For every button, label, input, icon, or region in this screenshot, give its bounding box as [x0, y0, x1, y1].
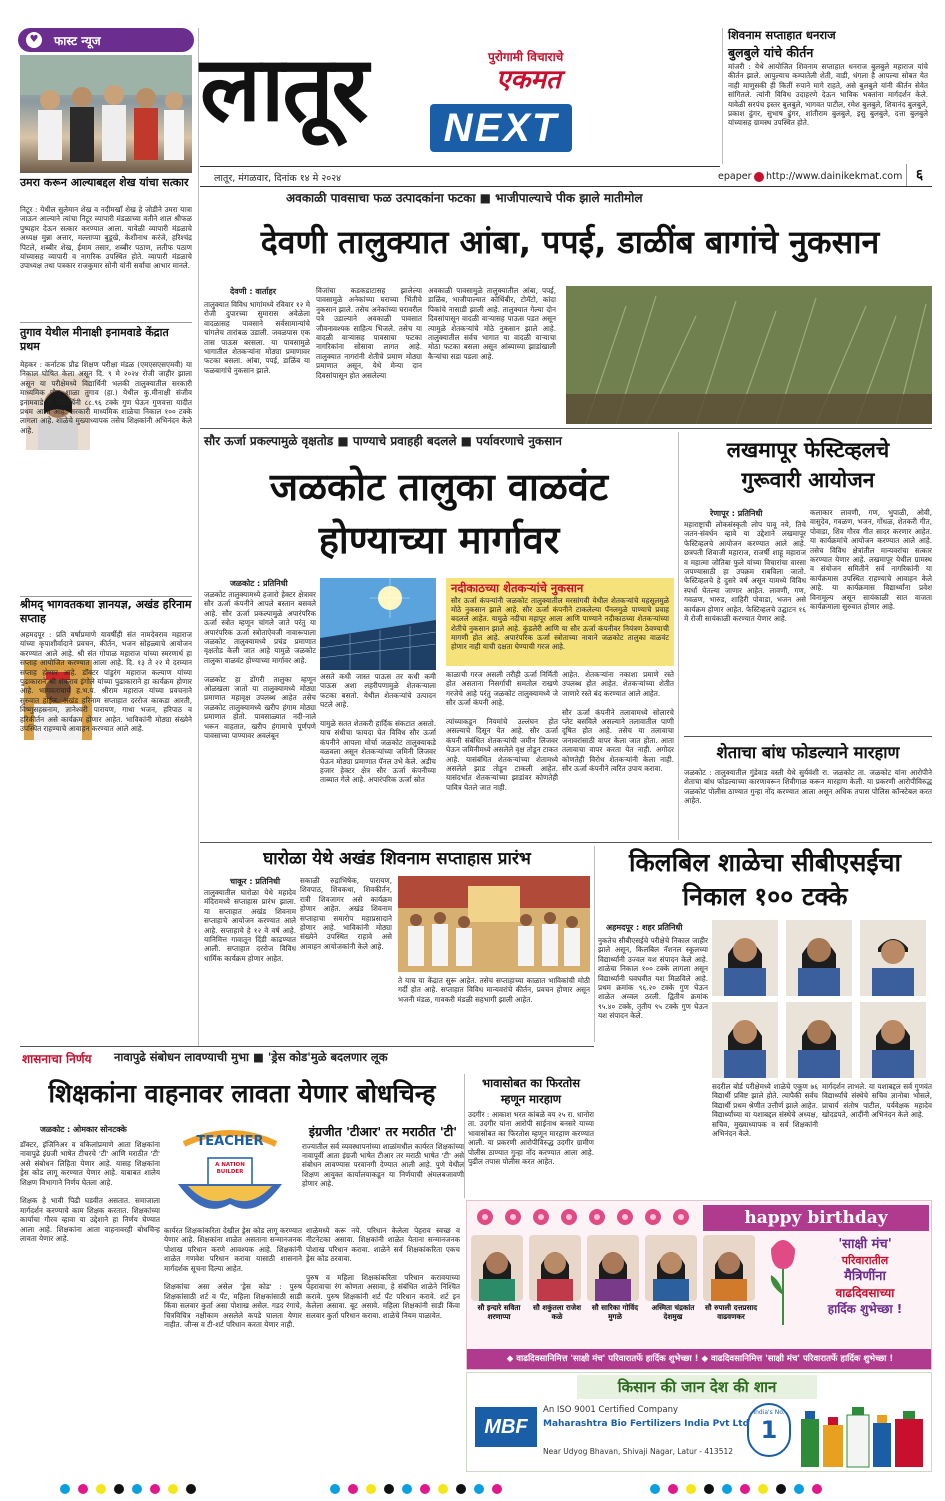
registration-dots-mid: [330, 1484, 590, 1496]
student-photo-2: [786, 920, 852, 996]
badge-number: 1: [760, 1416, 778, 1444]
jalkot-byline: जळकोट : प्रतिनिधी: [230, 579, 288, 588]
badge-top: India's No.: [753, 1409, 785, 1416]
teacher-kicker: नावापुढे संबोधन लावण्याची मुभा ■ 'ड्रेस कोड'मुळे बदलणार लूक: [114, 1050, 388, 1064]
teacher-col1: डॉक्टर, इंजिनिअर व वकिलांप्रमाणे आता शिक्षकांना नावापुढे इंग्रजी भाषेत टीचरचे 'टी' आणि मराठीत 'टी' असे संबोधन लिहिता येणार आहे. यासह शिक्षकांना ड्रेस कोड लागू करण्यात येणार आहे. याबाबत शालेय शिक्षण विभागाने निर्णय घेतला आहे. शिक्षक हे भावी पिढी घडवीत असतात. समाजाला मार्गदर्शन करण्याचे काम शिक्षक करतात. शिक्षकांच्या कार्याचा गौरव व्हावा या उद्देशाने हा निर्णय घेण्यात आला आहे. शिक्षकांना आता वाहनावरही बोधचिन्ह लावता येणार आहे.: [20, 1140, 160, 1244]
devani-col2: विजांचा कडकडाटासह झालेल्या पावसामुळे अनेकांच्या घराच्या भिंतीचे नुकसान झाले. तसेच अनेकांच्या घरावरील पत्रे उडाल्याने अवकाळी पावसात जीवनावश्यक साहित्य भिजले. तसेच या वादळी वाऱ्यासह पावसाचा फटका नागरिकांना सोसावा लागत आहे. तालुक्यात नागरांनी शेतीचे प्रमाण मोठ्या प्रमाणात असून, येथे मेन्या दान दिवसांपासून होत असलेल्या: [316, 286, 422, 380]
lakhamapur-headline-1: लखमापूर फेस्टिव्हलचे: [726, 438, 890, 462]
solar-panel-photo: [320, 578, 436, 670]
nadi-box-body: सौर ऊर्जा कंपन्यांनी जळकोट तालुक्यातील मरसांगवी येथील शेतकऱ्यांचे महसूलमुळे मोठे नुकसान झाले आहे. सौर ऊर्जा कंपनीने टाकलेल्या पॅनलमुळे पाण्याचे प्रवाह बदलले आहेत. यामुळे नदीचा महापूर आला आणि पाण्याने नदीकाठच्या शेतकऱ्यांच्या शेतीचे नुकसान झाले आहे. कुंडलेरी आणि या सौर ऊर्जा कंपनीवर नियंत्रण ठेवण्याची मागणी होत आहे. अपारंपरिक ऊर्जा स्त्रोताच्या नावाने जळकोट तालुका वाळवंट होणार नाही याची दक्षता घेण्याची गरज आहे.: [451, 596, 669, 652]
gharola-byline: चाकूर : प्रतिनिधी: [230, 877, 281, 886]
page-number: ६: [906, 164, 932, 186]
jalkot-col4: आहेत. शेतकऱ्यांना नकाशा प्रमाणे रस्ते उपलब्ध होत आहेत. शेतकऱ्यांच्या शेतीत जाणारे रस्ते बंद करण्यात आले आहेत. सौर ऊर्जा कंपनीने तलावामध्ये सोलारचे प्लेट बसविले असल्याने तलावातील पाणी दूषित होत आहे. तसेच या तलावाचा जनावरांसाठी वापर केला जात होता. आता तलावाचा वापर करता येत नाही. अगोदर कोणतेही विरोध शेतकऱ्यांनी केला नाही. सौर ऊर्जा कंपनीने त्वरित उपाय करावा.: [562, 670, 674, 774]
devani-kicker: अवकाळी पावसाचा फळ उत्पादकांना फटका ■ भाजीपाल्याचे पीक झाले मातीमोल: [286, 191, 643, 205]
brand-tag: पुरोगामी विचाराचे: [488, 50, 564, 64]
shetacha-body: जळकोट : तालुक्यातील गुंडेवाड वस्ती येथे सुर्यवंशी रा. जळकोट ता. जळकोट यांना आरोपीने शेताचा बांध फोडल्याच्या कारणावरून शिवीगाळ करून मारहाण केली. या प्रकरणी आरोपीविरुद्ध जळकोट पोलीस ठाण्यात गुन्हा नोंद करण्यात आला असून अधिक तपास पोलिस कॉन्स्टेबल करत आहेत.: [684, 768, 932, 806]
flower-row: [473, 1205, 701, 1229]
website-link[interactable]: http://www.dainikekmat.com: [766, 171, 903, 182]
person-name: अस्मिता चंद्रकांत देशमुख: [651, 1303, 695, 1321]
tr-box-title: इंग्रजीत 'टीआर' तर मराठीत 'टी': [308, 1124, 458, 1139]
student-photo-3: [860, 920, 926, 996]
brand-logo: एकमत: [496, 65, 561, 95]
fast-news-item2-body: मेहकर : कर्नाटक प्रौढ शिक्षण परीक्षा मंडळ (एमएसएसएमवी) या निकाल घोषित केला असून दि. ९ मे २०२४ रोजी जाहीर झाला असून या परीक्षेमध्ये विद्यार्थिनी भलकी तालुक्यातील सरकारी माध्यमिक प्रौढ शाळा तुगाव (हा.) येथील कु.मीनाक्षी संजीव इनामवाडे ही विद्यार्थिनी ८८.९६ टक्के गुण घेऊन गुणवत्ता यादीत प्रथम आली आहे. सरकारी माध्यमिक शाळेचा निकाल १०० टक्के लागला आहे. शाळेचे मुख्याध्यापक तसेच शिक्षकांनी अभिनंदन केले आहे.: [20, 360, 192, 435]
saptah-photo: [398, 876, 590, 972]
kilbil-col2: सदरील बोर्ड परीक्षेमध्ये शाळेचे एकूण ७६ विद्यार्थी प्रविष्ट झाले होते. त्यापैकी सर्वच विद्यार्थी प्रथम श्रेणीत उत्तीर्ण झाले आहेत. विद्यार्थ्यांच्या या यशाबद्दल संस्थेचे अध्यक्ष, सचिव, मुख्याध्यापक व सर्व शिक्षकांनी अभिनंदन केले.: [712, 1082, 818, 1139]
wish-line-5: हार्दिक शुभेच्छा !: [827, 1302, 903, 1316]
jalkot-headline-1: जळकोट तालुका वाळवंट: [269, 465, 609, 509]
shetacha-headline: शेताचा बांध फोडल्याने मारहाण: [716, 743, 900, 762]
shivnam-title-1: शिवनाम सप्ताहात धनराज: [728, 28, 836, 42]
birthday-person-5: [703, 1235, 759, 1321]
tr-box: [302, 1124, 464, 1224]
tr-box-body: राज्यातील सर्व व्यवस्थापनांच्या शाळांमधील कार्यरत शिक्षकांच्या नावापूर्वी आता इंग्रजी भाषेत टीआर तर मराठी भाषेत 'टी' असे संबोधन लावण्यास परवानगी देण्यात आली आहे. पुणे येथील शिक्षण आयुक्त कार्यालयाकडून या निर्णयाची अंमलबजावणी होणार आहे.: [302, 1142, 464, 1188]
epaper-label: epaper: [718, 171, 752, 182]
jalkot-headline-2: होण्याच्या मार्गावर: [318, 518, 560, 562]
gharola-col3: ते याच या केंद्रात सुरू आहेत. तसेच सप्ताहाच्या काळात भाविकांची मोठी गर्दी होत आहे. सप्ताहात विविध मान्यवरांचे कीर्तन, प्रवचन होणार असून भजनी मंडळ, गावकरी मंडळी सहभागी झाली आहेत.: [398, 976, 590, 1004]
gharola-col1: तालुक्यातील घारोळा येथे महादेव मंदिरामध्ये सप्ताहास प्रारंभ झाला. या सप्ताहात अखंड शिवनाम सप्ताहाचे आयोजन करण्यात आले आहे. सप्ताहाचे हे १२ वे वर्ष आहे. यानिमित्त गावातून दिंडी काढण्यात आली. सप्ताहात दररोज विविध धार्मिक कार्यक्रम होणार आहेत.: [204, 888, 296, 963]
ad-address: Near Udyog Bhavan, Shivaji Nagar, Latur - 413512: [543, 1447, 734, 1456]
bhavasobat-headline-2: म्हणून मारहाण: [500, 1092, 562, 1106]
teacher-col3: शाळेमध्ये करू नये. परिधान केलेला पेहराव स्वच्छ व नीटनेटका असावा. शिक्षकांनी शाळेत येताना सन्मानजनक पोशाख परिधान करावा. शाळेने सर्व शिक्षकांकरिता एकच ड्रेस कोड ठरवावा. पुरुष व महिला शिक्षकांकरिता परिधान करावयाच्या पेहरावाचा रंग कोणता असावा, हे संबंधित शाळेने निश्चित करावे. पुरुष शिक्षकांनी शर्ट पँट परिधान करावे. शर्ट इन केलेला असावा. बूट असावे. महिला शिक्षकांनी साडी किंवा सलवार कुर्ता परिधान करावा. शाळेचे नियम पाळावेत.: [306, 1226, 460, 1320]
ad-slogan: किसान की जान देश की शान: [577, 1375, 817, 1399]
jalkot-col3: काळाची गरज असली तरीही ऊर्जा निर्मिती होत असताना निसर्गाची समतोल राखणे गरजेचे आहे परंतु जळकोट तालुक्यामध्ये जे सौर ऊर्जा कंपनी आहे. त्यांच्याकडून नियमांचे उल्लंघन होत असल्याचे दिसून येत आहे. सौर ऊर्जा कंपनी संबंधित शेतकऱ्यांची जमीन लिजवर घेऊन जमिनीमध्ये असलेले वृक्ष तोडून टाकत आहे. यासंबंधित शेतकऱ्यांच्या शेतामध्ये असलेले झाड तोडून टाकली आहेत. यासंदर्भात शेतकऱ्यांच्या झाडांवर कोणतेही पावित्र घेतले जात नाही.: [446, 670, 558, 792]
globe-icon: [754, 172, 764, 182]
person-photo: [587, 1235, 639, 1301]
dateline: लातूर, मंगळवार, दिनांक १४ मे २०२४: [214, 173, 342, 184]
kilbil-col3: मार्गदर्शन लाभले. या यशाबद्दल सर्व गुणवंत विद्यार्थ्यांचे संस्थेचे सचिव ज्ञानोबा भोसले, प्राचार्य संतोष पाटील, पर्यवेक्षक महादेव खोदडपते, आदींनी अभिनंदन केले आहे.: [822, 1082, 932, 1120]
shivnam-title-2: बुलबुले यांचे कीर्तन: [728, 45, 814, 60]
birthday-person-1: [471, 1235, 527, 1321]
student-photo-4: [712, 1002, 778, 1078]
devani-col3: अवकाळी पावसामुळे तालुक्यातील आंबा, पपई, डाळिंब, भाजीपाल्यात कोथिंबीर, टोमॅटो, कांदा पिकांचे नासाडी झाली आहे. तालुक्यात गेल्या दोन दिवसांपासून वादळी वाऱ्यासह पाऊस पडत असून त्यामुळे शेतकऱ्यांचे मोठे नुकसान झाले आहे. तालुक्यातील सर्वच भागात या वादळी वाऱ्याचा मोठा फटका बसला असून आंब्याच्या झाडांखाली कैऱ्यांचा सडा पडला आहे.: [428, 286, 556, 361]
lakhamapur-byline: रेणापूर : प्रतिनिधी: [710, 509, 763, 518]
person-name: सौ इन्दारे सविता शरणाप्पा: [477, 1303, 521, 1321]
registration-dots-right: [650, 1484, 910, 1496]
fast-news-item1-body: निटूर : येथील सुलेमान शेख व नदीमखाँ शेख हे जोडीने उमरा यात्रा जाऊन आल्याने त्यांचा निटूर व्यापारी मंडळाच्या वतीने शाल श्रीफळ पुष्पहार देऊन सत्कार करण्यात आला. यावेळी व्यापारी मंडळाचे अध्यक्ष मुन्ना अत्तार, मल्लाप्पा बुडूखे, केशीनाथ करंजे, हरिश्चंद्र पिटले, शब्बीर शेख, ईमाम तसार, शब्बीर पठाण, लतीफ पठाण यांच्यासह व्यापारी व नागरिक उपस्थित होते. व्यापारी मंडळाचे उपाध्यक्ष तथा पत्रकार राजकुमार सोनी यांनी सर्वांचा आभार मानले.: [20, 205, 192, 271]
kilbil-headline-2: निकाल १०० टक्के: [682, 882, 848, 911]
heart-icon: ♥: [26, 32, 42, 48]
product-bottles: [797, 1399, 929, 1469]
lakhamapur-headline-2: गुरूवारी आयोजन: [741, 468, 875, 492]
person-name: सौ शकुंतला राजेश कळे: [533, 1303, 581, 1321]
bhavasobat-body: उदगीर : आकाश भरत कांबळे वय २५ रा. धानोरा ता. उदगीर यांना आरोपी साईनाथ बनसरे याच्या भावासोबत का फिरतोस म्हणून मारहाण करण्यात आली. या प्रकरणी आरोपीविरुद्ध उदगीर ग्रामीण पोलीस ठाण्यात गुन्हा नोंद करण्यात आला आहे. पुढील तपास पोलीस करत आहेत.: [468, 1110, 594, 1167]
kilbil-col1: नुकतेच सीबीएसईचे परीक्षेचे निकाल जाहीर झाले असून, किलबिल नॅशनल स्कूलच्या विद्यार्थ्यांनी उज्वल यश संपादन केले आहे. शाळेचा निकाल १०० टक्के लागला असून विद्यार्थ्यांनी घवघवीत यश मिळविले आहे. प्रथम क्रमांक ९६.२० टक्के गुण घेऊन शाळेत अव्वल ठरली. द्वितीय क्रमांक ९५.४० टक्के, तृतीय ९५ टक्के गुण घेऊन यश संपादन केले.: [598, 936, 708, 1021]
gharola-col2: सकाळी रुद्राभिषेक, पारायण, शिवपाठ, शिवकथा, शिवकीर्तन, रात्री शिवजागर असे कार्यक्रम होणार आहेत. अखंड शिवनाम सप्ताहाचा समारोप महाप्रसादाने होणार आहे. भाविकांनी मोठ्या संख्येने उपस्थित राहावे असे आवाहन आयोजकांनी केले आहे.: [300, 876, 392, 951]
registration-dots-left: [60, 1484, 270, 1496]
mbf-logo: MBF: [475, 1407, 537, 1447]
nadi-box: [446, 578, 674, 666]
bhavasobat-headline-1: भावासोबत का फिरतोस: [482, 1076, 580, 1090]
fast-news-item3-title: श्रीमद् भागवतकथा ज्ञानयज्ञ, अखंड हरिनाम सप्ताह: [20, 598, 192, 625]
fast-news-item1-title: उमरा करून आल्याबद्दल शेख यांचा सत्कार: [20, 176, 189, 189]
devani-byline: देवणी : वार्ताहर: [230, 287, 276, 296]
ad-cert: An ISO 9001 Certified Company: [543, 1405, 679, 1415]
fast-news-header: [18, 28, 194, 52]
next-logo: [430, 104, 572, 152]
kilbil-byline: अहमदपूर : शहर प्रतिनिधी: [606, 923, 683, 932]
person-name: सौ सारिका गोविंद मुगळे: [591, 1303, 639, 1321]
birthday-person-3: [587, 1235, 643, 1321]
teacher-byline: जळकोट : ओमकार सोनटक्के: [40, 1125, 127, 1134]
person-photo: [529, 1235, 581, 1301]
student-photo-6: [860, 1002, 926, 1078]
teacher-headline: शिक्षकांना वाहनावर लावता येणार बोधचिन्ह: [48, 1079, 436, 1108]
jalkot-col1: जळकोट तालुक्यामध्ये हजारो हेक्टर क्षेत्रावर सौर ऊर्जा कंपनीने आपले बस्तान बसवले आहे. सौर ऊर्जा प्रकल्पामुळे अपारंपरिक ऊर्जा स्त्रोत म्हणून चांगले जाते परंतु या अपारंपरिक ऊर्जा स्त्रोताऐवजी नावारूपाला जळकोट तालुक्यामध्ये प्रचंड प्रमाणात वृक्षतोड केली जात आहे यामुळे जळकोट तालुका वाळवंट होण्याच्या मार्गावर आहे. जळकोट हा डोंगरी तालुका म्हणून ओळखला जातो या तालुक्यामध्ये मोठ्या प्रमाणात महावृक्ष उपलब्ध आहेत तसेच जळकोट तालुक्यामध्ये खरीप हंगाम मोठ्या प्रमाणात होतो. पावसाळ्यात नदी-नाले भरून वाहतात, खरीप हंगामाचे पूर्णपणे पावसाच्या पाण्यावर अवलंबून: [204, 590, 316, 741]
kilbil-headline-1: किलबिल शाळेचा सीबीएसईचा: [628, 848, 902, 877]
teacher-logo-sub: A NATION BUILDER: [215, 1162, 245, 1175]
birthday-ad: [466, 1200, 932, 1370]
person-photo: [645, 1235, 697, 1301]
wish-line-2: परिवारातील: [841, 1254, 889, 1267]
masthead-title: लातूर: [200, 37, 367, 142]
teacher-logo: [164, 1124, 296, 1222]
devani-col1: तालुक्यात विविध भागांमध्ये रविवार १२ मे रोजी दुपारच्या सुमारास अवेळेला वादळासह पावसाने सर्वसामान्यांचे चांगलेच तारांबळ उडाली. जवळपास एक तास पाऊस बरसला. या पावसामुळे भागातील शेतकऱ्यांना मोठ्या प्रमाणावर फटका बसला. आंबा, पपई, डाळिंब या फळबागांचे नुकसान झाले.: [204, 300, 310, 375]
tulip-icon: [765, 1235, 801, 1325]
wish-line-3: मैत्रिणींना: [844, 1269, 886, 1284]
next-logo-text: NEXT: [443, 105, 559, 150]
birthday-ticker: ◆ वाढदिवसानिमित्त 'साक्षी मंच' परिवारातर्फे हार्दिक शुभेच्छा ! ◆ वाढदिवसानिमित्त 'साक्षी मंच' परिवारातर्फे हार्दिक शुभेच्छा !: [467, 1349, 932, 1369]
fast-news-label: फास्ट न्यूज: [54, 33, 101, 48]
lakhamapur-col2: कलाकार लावणी, गण, भुपाळी, ओवी, वासुदेव, गवळण, भजन, गोंधळ, शेतकरी गीत, पोवाडा, शिव गौरव गीत सादर करणार आहेत. या कार्यक्रमांचे आयोजन करण्यात आले आहे. तसेच विविध क्षेत्रांतील मान्यवरांचा सत्कार करण्यात येणार आहे. लखमापूर येथील ग्रामस्थ व संयोजन समितीने सर्व नागरिकांनी या कार्यक्रमास उपस्थित राहण्याचे आवाहन केले आहे. या कार्यक्रमास विद्यार्थ्यांना प्रवेश विनामूल्य असून सायंकाळी सात वाजता कार्यक्रमाला सुरुवात होणार आहे.: [810, 508, 932, 612]
birthday-person-4: [645, 1235, 701, 1321]
teacher-col2: कार्यरत शिक्षकांकरिता देखील ड्रेस कोड लागू करण्यात येणार आहे. शिक्षकांना शाळेत असताना सन्मानजनक पोशाख परिधान करणे आवश्यक आहे. शिक्षकांनी शाळेत गणवेश परिधान करावा यासाठी शासनाने मार्गदर्शक सूचना दिल्या आहेत. शिक्षकांचा असा असेल 'ड्रेस कोड' : पुरुष शिक्षकांसाठी शर्ट व पँट, महिला शिक्षकांसाठी साडी किंवा सलवार कुर्ता असा पोशाख असेल. गडद रंगाचे, चित्रविचित्र नक्षीकाम असलेले कपडे घालता येणार नाहीत. जीन्स व टी-शर्ट परिधान करता येणार नाही.: [164, 1226, 302, 1330]
mbf-ad: [466, 1372, 932, 1472]
birthday-banner: happy birthday: [703, 1205, 929, 1231]
shivnam-body: मांजरी : येथे आयोजित शिवनाम सप्ताहात धनराज बुलबुले महाराज यांचे कीर्तन झाले. आपुल्याच कम्पातेली शेती, वाडी, धंगला है आपल्या सोबत येत नाही माणुसकी ही कितीं रुपाने मागे राहते, असे बुलबुले यांनी कीर्तन सेवेत सांगितले. त्यांनी विविध उदाहरणे देऊन भाविक भक्तांना मार्गदर्शन केले. यावेळी सरपंच इस्तर बुलबुले, भागवत पाटील, रमेश बुलबुले, शिवानंद बुलबुले, प्रकाश ढुंगर, सुभाष ढुंगर, शांतीराम बुलबुले, इसु बुलबुले, दत्ता बुलबुले यांच्यासह ग्रामस्थ उपस्थित होते.: [728, 62, 928, 128]
gharola-headline: घारोळा येथे अखंड शिवनाम सप्ताहास प्रारंभ: [263, 849, 531, 869]
fast-news-item2-title: तुगाव येथील मीनाक्षी इनामवाडे केंद्रात प्रथम: [20, 326, 169, 353]
person-photo: [471, 1235, 523, 1301]
damaged-orchard-photo: [566, 286, 932, 424]
wish-line-1: 'साक्षी मंच': [838, 1237, 892, 1252]
student-photo-1: [712, 920, 778, 996]
devani-headline: देवणी तालुक्यात आंबा, पपई, डाळींब बागांचे नुकसान: [260, 223, 880, 261]
person-name: सौ रुपाली दत्तप्रसाद वाढवणकर: [704, 1303, 758, 1321]
ad-company: Maharashtra Bio Fertilizers India Pvt Ltd: [543, 1419, 750, 1429]
nadi-box-title: नदीकाठच्या शेतकऱ्यांचे नुकसान: [451, 581, 584, 595]
fast-news-item3-body: अहमदपूर : प्रति वर्षाप्रमाणे यावर्षीही संत नामदेवराव महाराज यांच्या कृपाशीर्वादाने प्रवचन, कीर्तन, भजन सोहळ्याचे आयोजन करण्यात आले आहे. श्री संत गोपाळ महाराज यांच्या स्मरणार्थ हा सप्ताह आयोजित करण्यात आला आहे. दि. १३ ते २२ मे दरम्यान सप्ताह होणार आहे. डॉक्टर पांडुरंग महाराज कल्याण यांच्या पुढाकाराने श्री शंकराव इंगोले यांच्या पुढाकाराने हा कार्यक्रम होणार आहे. भागवताचार्य ह.भ.प. श्रीराम महाराज यांच्या प्रवचनाने सुरुवात होईल. अखंड हरिनाम सप्ताहात दररोज काकडा आरती, विष्णुसहस्रनाम, ज्ञानेश्वरी पारायण, गाथा भजन, हरिपाठ व हरिकीर्तन असे कार्यक्रम होणार आहेत. भाविकांनी मोठ्या संख्येने उपस्थित राहण्याचे आवाहन करण्यात आले आहे.: [20, 630, 192, 734]
student-photo-5: [786, 1002, 852, 1078]
wish-line-4: वाढदिवसाच्या: [835, 1286, 895, 1300]
birthday-wish: [801, 1237, 929, 1317]
satkar-photo: [20, 55, 192, 173]
no1-badge: [747, 1403, 791, 1457]
birthday-person-2: [529, 1235, 585, 1321]
lakhamapur-col1: महाराष्ट्राची लोकसंस्कृती लोप पावू नये, तिचे जतन-संवर्धन व्हावे या उद्देशाने लखमापूर फेस्टिव्हलचे आयोजन करण्यात आले आहे. छत्रपती शिवाजी महाराज, राजर्षी शाहू महाराज व महात्मा जोतिबा फुले यांच्या विचारांचा वारसा जपण्यासाठी हा उपक्रम राबविला जातो. फेस्टिव्हलचे हे दुसरे वर्ष असून यामध्ये विविध स्पर्धा घेतल्या जाणार आहेत. लावणी, गण, गवळण, भारुड, शाहिरी पोवाडा, भजन असे कार्यक्रम होणार आहेत. फेस्टिव्हलचे उद्घाटन १६ मे रोजी सायंकाळी करण्यात येणार आहे.: [684, 520, 806, 624]
person-photo: [703, 1235, 755, 1301]
jalkot-kicker: सौर ऊर्जा प्रकल्पामुळे वृक्षतोड ■ पाण्याचे प्रवाहही बदलले ■ पर्यावरणाचे नुकसान: [204, 434, 562, 448]
teacher-logo-text: TEACHER: [196, 1134, 264, 1149]
teacher-kicker-tag: शासनाचा निर्णय: [22, 1052, 92, 1066]
jalkot-col2: असते कधी जास्त पाऊस तर कधी कमी पाऊस अशा लहरीपणामुळे शेतकऱ्याला फटका बसतो. येथील शेतकऱ्यांचे उत्पादन घटले आहे. यामुळे सतत शेतकरी हार्दिक संकटात असतो. याच संधीचा फायदा घेत विविध सौर ऊर्जा कंपनीने आपला मोर्चा जळकोट तालुक्याकडे वळवला असून शेतकऱ्यांच्या जमिनी लिजवर घेऊन मोठ्या प्रमाणात पॅनल उभे केले. अडीच हजार हेक्टर क्षेत्र सौर ऊर्जा कंपनीच्या ताब्यात गेले आहे. अपारंपरिक ऊर्जा स्रोत: [320, 672, 436, 785]
